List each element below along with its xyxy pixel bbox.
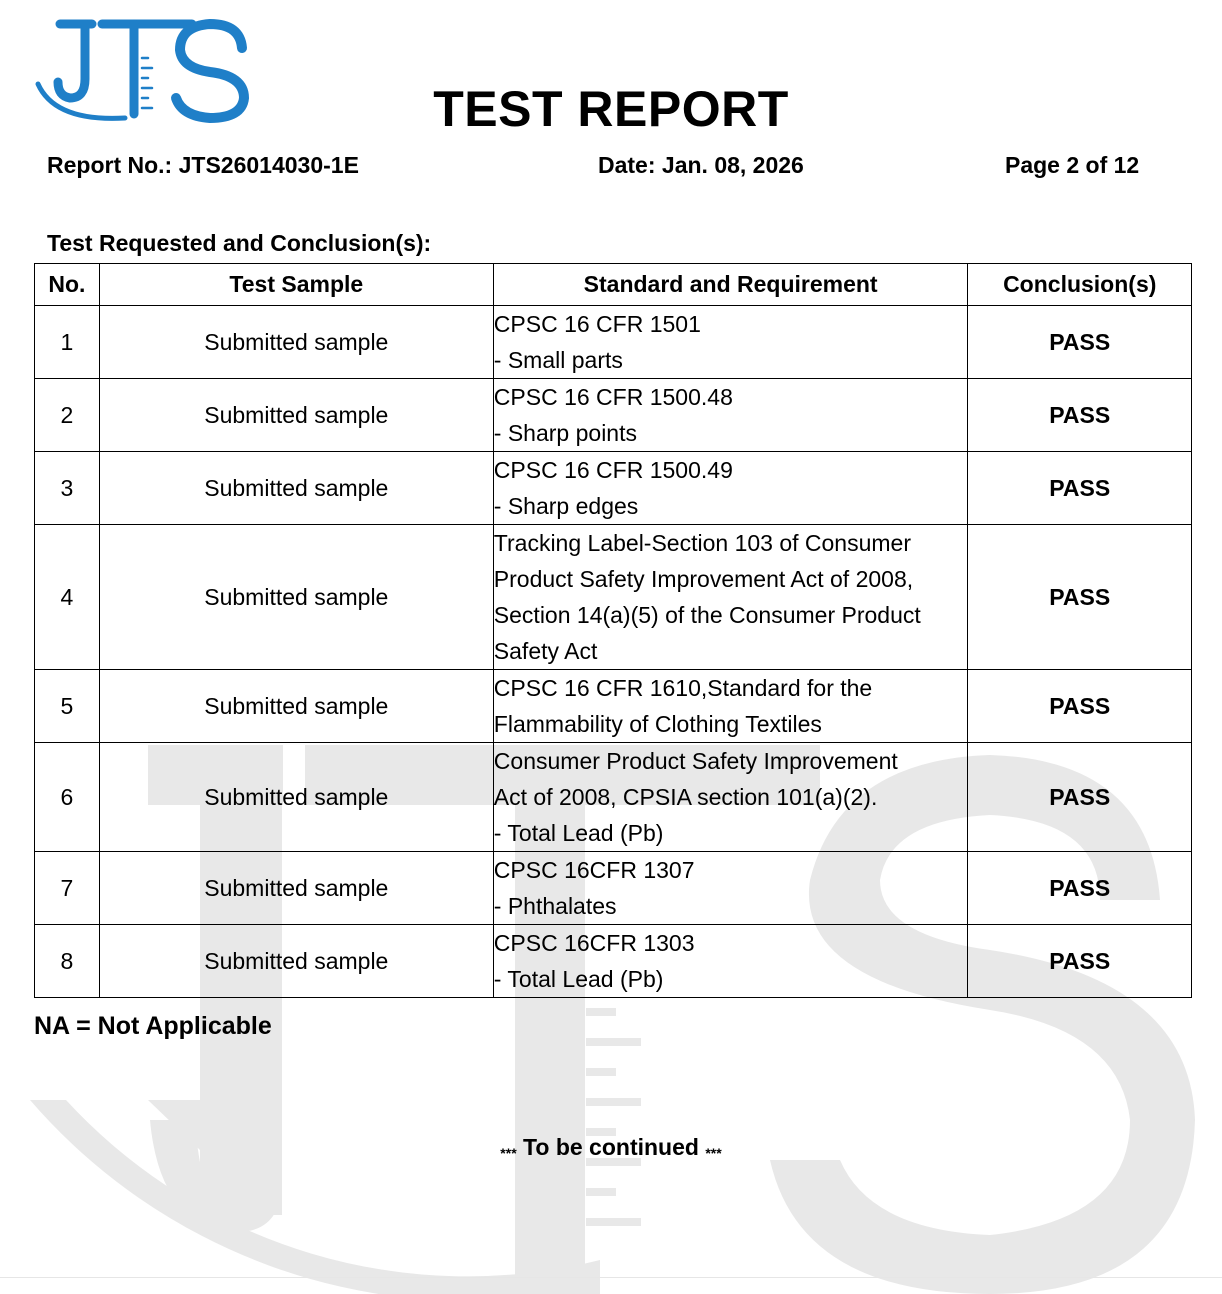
standard-line: CPSC 16 CFR 1501 bbox=[493, 311, 701, 337]
row-conclusion: PASS bbox=[968, 852, 1192, 925]
report-date: Date: Jan. 08, 2026 bbox=[598, 152, 804, 178]
table-row bbox=[35, 670, 1192, 743]
standard-line: Safety Act bbox=[493, 638, 598, 664]
row-conclusion: PASS bbox=[968, 925, 1192, 998]
results-table bbox=[34, 263, 1192, 998]
row-no: 8 bbox=[35, 925, 100, 998]
row-standard bbox=[493, 743, 968, 852]
standard-line: CPSC 16 CFR 1500.49 bbox=[493, 457, 733, 483]
row-conclusion: PASS bbox=[968, 379, 1192, 452]
table-row bbox=[35, 452, 1192, 525]
row-no: 7 bbox=[35, 852, 100, 925]
page-title: TEST REPORT bbox=[433, 81, 789, 137]
row-standard bbox=[493, 452, 968, 525]
table-row bbox=[35, 925, 1192, 998]
standard-line: CPSC 16 CFR 1500.48 bbox=[493, 384, 733, 410]
header-standard: Standard and Requirement bbox=[493, 264, 968, 306]
standard-line: CPSC 16CFR 1303 bbox=[493, 930, 695, 956]
table-row bbox=[35, 306, 1192, 379]
row-sample: Submitted sample bbox=[99, 925, 493, 998]
stars-left: *** bbox=[500, 1145, 517, 1161]
standard-line: - Sharp points bbox=[493, 420, 637, 446]
standard-line: - Total Lead (Pb) bbox=[493, 966, 664, 992]
row-no: 2 bbox=[35, 379, 100, 452]
standard-line: - Small parts bbox=[493, 347, 623, 373]
row-no: 4 bbox=[35, 525, 100, 670]
row-no: 5 bbox=[35, 670, 100, 743]
row-sample: Submitted sample bbox=[99, 743, 493, 852]
row-standard bbox=[493, 525, 968, 670]
continued-note bbox=[0, 1134, 1222, 1161]
standard-line: CPSC 16CFR 1307 bbox=[493, 857, 695, 883]
row-conclusion: PASS bbox=[968, 452, 1192, 525]
page-number: Page 2 of 12 bbox=[1005, 152, 1140, 178]
table-row bbox=[35, 379, 1192, 452]
standard-line: Tracking Label-Section 103 of Consumer bbox=[493, 530, 911, 556]
continued-text: To be continued bbox=[523, 1134, 699, 1160]
table-row bbox=[35, 525, 1192, 670]
row-standard bbox=[493, 379, 968, 452]
row-no: 1 bbox=[35, 306, 100, 379]
report-number: Report No.: JTS26014030-1E bbox=[47, 152, 359, 178]
row-sample: Submitted sample bbox=[99, 306, 493, 379]
table-row bbox=[35, 743, 1192, 852]
row-conclusion: PASS bbox=[968, 670, 1192, 743]
footnote-na: NA = Not Applicable bbox=[34, 1012, 272, 1040]
row-no: 3 bbox=[35, 452, 100, 525]
row-standard bbox=[493, 925, 968, 998]
header-test-sample: Test Sample bbox=[99, 264, 493, 306]
standard-line: Product Safety Improvement Act of 2008, bbox=[493, 566, 914, 592]
row-conclusion: PASS bbox=[968, 306, 1192, 379]
row-sample: Submitted sample bbox=[99, 452, 493, 525]
standard-line: - Total Lead (Pb) bbox=[493, 820, 664, 846]
stars-right: *** bbox=[705, 1145, 722, 1161]
standard-line: - Phthalates bbox=[493, 893, 617, 919]
row-no: 6 bbox=[35, 743, 100, 852]
row-standard bbox=[493, 306, 968, 379]
table-row bbox=[35, 852, 1192, 925]
row-sample: Submitted sample bbox=[99, 525, 493, 670]
row-sample: Submitted sample bbox=[99, 852, 493, 925]
bottom-rule bbox=[0, 1277, 1222, 1278]
row-sample: Submitted sample bbox=[99, 670, 493, 743]
row-sample: Submitted sample bbox=[99, 379, 493, 452]
standard-line: Section 14(a)(5) of the Consumer Product bbox=[493, 602, 921, 628]
standard-line: Consumer Product Safety Improvement bbox=[493, 748, 898, 774]
standard-line: Act of 2008, CPSIA section 101(a)(2). bbox=[493, 784, 878, 810]
header-no: No. bbox=[35, 264, 100, 306]
standard-line: - Sharp edges bbox=[493, 493, 639, 519]
standard-line: CPSC 16 CFR 1610,Standard for the bbox=[493, 675, 873, 701]
header-conclusion: Conclusion(s) bbox=[968, 264, 1192, 306]
row-conclusion: PASS bbox=[968, 743, 1192, 852]
table-header-row bbox=[35, 264, 1192, 306]
row-conclusion: PASS bbox=[968, 525, 1192, 670]
standard-line: Flammability of Clothing Textiles bbox=[493, 711, 822, 737]
row-standard bbox=[493, 670, 968, 743]
row-standard bbox=[493, 852, 968, 925]
section-title: Test Requested and Conclusion(s): bbox=[47, 230, 432, 256]
